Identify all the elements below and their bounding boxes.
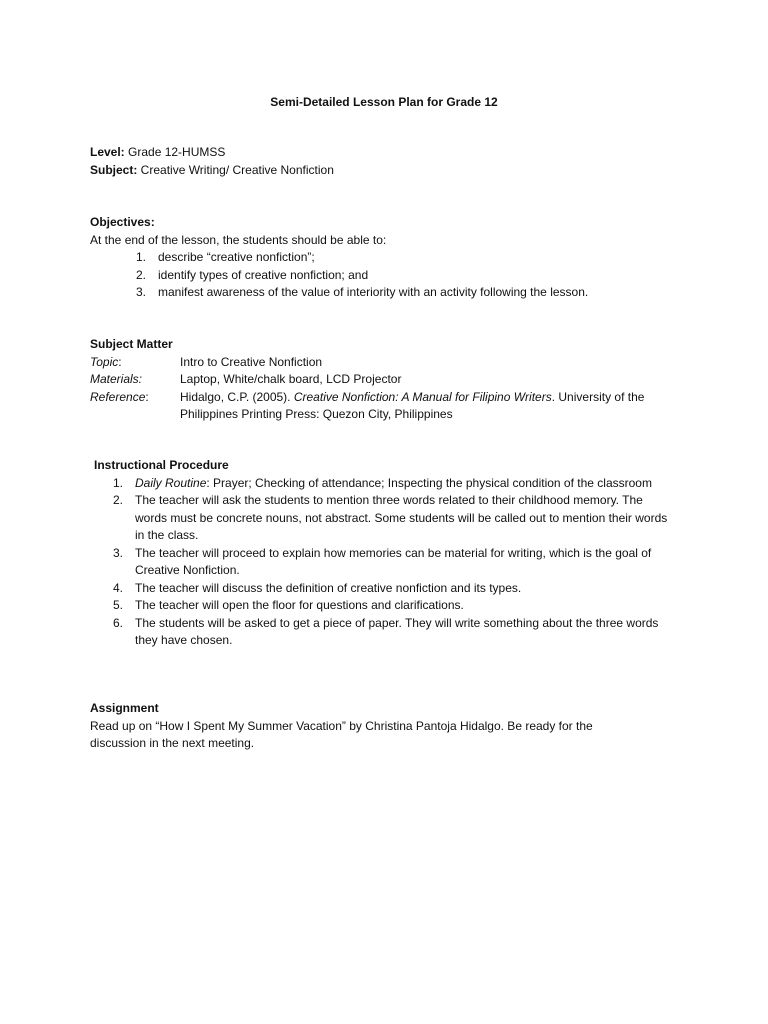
materials-row bbox=[90, 371, 690, 389]
objectives-section bbox=[90, 214, 690, 302]
objective-text: manifest awareness of the value of interiority with an activity following the lesson. bbox=[158, 285, 589, 299]
materials-value: Laptop, White/chalk board, LCD Projector bbox=[180, 372, 402, 386]
objective-item bbox=[90, 267, 690, 285]
objective-item bbox=[90, 284, 690, 302]
assignment-section bbox=[90, 700, 630, 753]
reference-book-title: Creative Nonfiction: A Manual for Filipino Writers bbox=[293, 389, 552, 404]
objectives-intro: At the end of the lesson, the students should be able to: bbox=[90, 232, 387, 247]
procedure-item bbox=[90, 545, 675, 580]
objective-number: 3. bbox=[136, 285, 147, 299]
level-label: Level: bbox=[90, 145, 125, 159]
procedure-item bbox=[90, 475, 675, 493]
procedure-text: : Prayer; Checking of attendance; Inspecting the physical condition of the classroom bbox=[206, 475, 652, 490]
reference-value: Hidalgo, C.P. (2005). Creative Nonfiction: A Manual for Filipino Writers. University of the Philippines Printing Press: Quezon City, Philippines bbox=[180, 389, 645, 421]
topic-row bbox=[90, 354, 690, 372]
assignment-heading: Assignment bbox=[90, 701, 159, 715]
document-title: Semi-Detailed Lesson Plan for Grade 12 bbox=[270, 95, 498, 109]
objective-number: 1. bbox=[136, 250, 147, 264]
reference-label: Reference: bbox=[90, 389, 149, 404]
objective-text: identify types of creative nonfiction; and bbox=[158, 267, 369, 282]
procedure-number: 3. bbox=[113, 545, 124, 560]
procedure-number: 1. bbox=[113, 475, 124, 490]
procedure-item bbox=[90, 615, 675, 650]
subject-value: Creative Writing/ Creative Nonfiction bbox=[137, 162, 334, 177]
procedure-number: 6. bbox=[113, 615, 124, 630]
objective-text: describe “creative nonfiction”; bbox=[158, 250, 315, 264]
procedure-item bbox=[90, 580, 675, 598]
objective-number: 2. bbox=[136, 267, 147, 282]
procedure-number: 5. bbox=[113, 598, 124, 612]
procedure-list bbox=[90, 475, 690, 650]
procedure-text: The teacher will proceed to explain how memories can be material for writing, which is the goal of Creative Nonfiction. bbox=[135, 545, 652, 577]
procedure-item bbox=[90, 597, 675, 615]
procedure-heading: Instructional Procedure bbox=[94, 458, 229, 472]
topic-value: Intro to Creative Nonfiction bbox=[180, 354, 323, 369]
subject-matter-heading: Subject Matter bbox=[90, 337, 173, 351]
procedure-text: The teacher will open the floor for questions and clarifications. bbox=[135, 598, 464, 612]
objective-item bbox=[90, 249, 690, 267]
assignment-text: Read up on “How I Spent My Summer Vacation” by Christina Pantoja Hidalgo. Be ready for the discussion in the next meeting. bbox=[90, 718, 593, 750]
procedure-number: 4. bbox=[113, 580, 124, 595]
procedure-section bbox=[90, 457, 690, 650]
subject-line bbox=[90, 162, 690, 180]
procedure-item bbox=[90, 492, 675, 545]
procedure-text: The teacher will discuss the definition of creative nonfiction and its types. bbox=[135, 580, 522, 595]
procedure-text: The students will be asked to get a piece of paper. They will write something about the three words they have chosen. bbox=[135, 615, 659, 647]
procedure-text: The teacher will ask the students to mention three words related to their childhood memory. The words must be concrete nouns, not abstract. Some students will be called out to mention their words in the class. bbox=[135, 493, 668, 542]
subject-label: Subject: bbox=[90, 162, 138, 177]
reference-row bbox=[90, 389, 690, 424]
topic-label: Topic: bbox=[90, 354, 122, 369]
level-subject-block bbox=[90, 144, 690, 179]
materials-label: Materials: bbox=[90, 372, 143, 386]
level-line bbox=[90, 144, 690, 162]
procedure-number: 2. bbox=[113, 493, 124, 507]
daily-routine-label: Daily Routine bbox=[135, 475, 207, 490]
subject-matter-section bbox=[90, 336, 690, 424]
objectives-list bbox=[90, 249, 690, 302]
level-value: Grade 12-HUMSS bbox=[124, 145, 226, 159]
objectives-heading: Objectives: bbox=[90, 215, 155, 229]
